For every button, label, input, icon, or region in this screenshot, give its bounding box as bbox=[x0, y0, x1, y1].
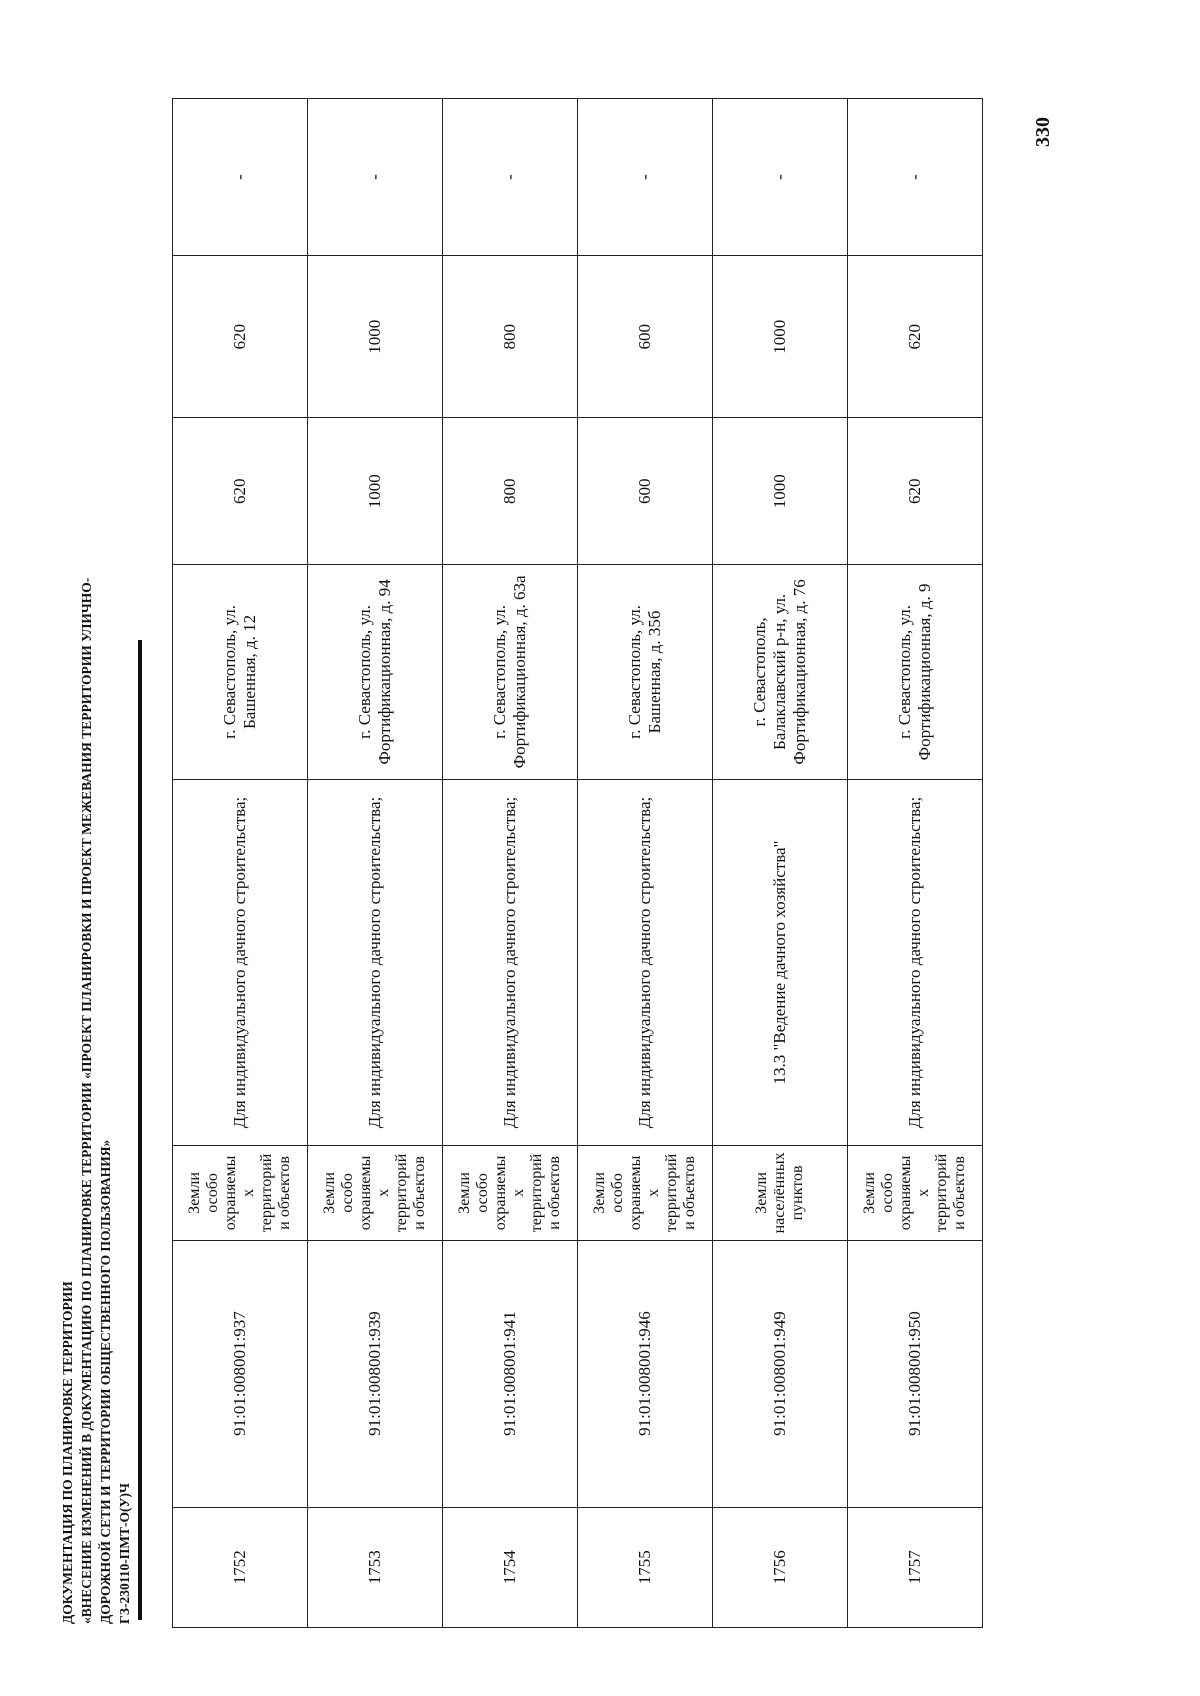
land-plots-table-wrapper bbox=[172, 98, 980, 1628]
land-category-line: х bbox=[915, 1188, 932, 1197]
land-category-line: х bbox=[240, 1188, 257, 1197]
area-cell: 620 bbox=[173, 418, 308, 565]
address-cell: г. Севастополь, ул. Фортификационная, д. 9 bbox=[848, 565, 983, 780]
land-category-line: и объектов bbox=[276, 1156, 293, 1230]
header-line: ДОРОЖНОЙ СЕТИ И ТЕРРИТОРИИ ОБЩЕСТВЕННОГО ПОЛЬЗОВАНИЯ» bbox=[98, 1139, 113, 1624]
land-category-cell bbox=[443, 1146, 578, 1240]
permitted-use-cell: 13.3 "Ведение дачного хозяйства" bbox=[713, 779, 848, 1146]
land-category-line: Земли bbox=[186, 1172, 203, 1214]
row-number-cell: 1756 bbox=[713, 1507, 848, 1627]
row-number-cell: 1754 bbox=[443, 1507, 578, 1627]
header-line: ГЗ-230110-ПМТ-О(У)Ч bbox=[117, 1483, 132, 1624]
land-category-cell bbox=[848, 1146, 983, 1240]
extra-cell: - bbox=[443, 99, 578, 256]
land-plots-table bbox=[172, 98, 983, 1628]
land-category-line: территорий bbox=[933, 1153, 950, 1233]
extra-cell: - bbox=[713, 99, 848, 256]
land-category-cell bbox=[308, 1146, 443, 1240]
table-row bbox=[848, 99, 983, 1628]
land-category-line: особо bbox=[609, 1173, 626, 1213]
cadastral-number-cell: 91:01:008001:939 bbox=[308, 1240, 443, 1507]
permitted-use-cell: Для индивидуального дачного строительства; bbox=[443, 779, 578, 1146]
land-category-line: охраняемы bbox=[627, 1155, 644, 1231]
address-cell: г. Севастополь, ул. Башенная, д. 35б bbox=[578, 565, 713, 780]
table-row bbox=[443, 99, 578, 1628]
land-category-line: и объектов bbox=[951, 1156, 968, 1230]
extra-cell: - bbox=[308, 99, 443, 256]
table-row bbox=[713, 99, 848, 1628]
land-category-cell bbox=[578, 1146, 713, 1240]
land-category-cell bbox=[713, 1146, 848, 1240]
land-category-line: территорий bbox=[528, 1153, 545, 1233]
land-category-line: и объектов bbox=[546, 1156, 563, 1230]
area-cell: 600 bbox=[578, 256, 713, 418]
address-cell: г. Севастополь, ул. Фортификационная, д. 94 bbox=[308, 565, 443, 780]
permitted-use-cell: Для индивидуального дачного строительства; bbox=[173, 779, 308, 1146]
area-cell: 800 bbox=[443, 418, 578, 565]
land-category-line: Земли bbox=[753, 1172, 770, 1214]
land-category-line: Земли bbox=[591, 1172, 608, 1214]
extra-cell: - bbox=[173, 99, 308, 256]
document-header bbox=[58, 324, 134, 1624]
extra-cell: - bbox=[848, 99, 983, 256]
cadastral-number-cell: 91:01:008001:950 bbox=[848, 1240, 983, 1507]
land-category-line: х bbox=[510, 1188, 527, 1197]
table-row bbox=[173, 99, 308, 1628]
land-category-line: охраняемы bbox=[222, 1155, 239, 1231]
land-category-line: населённых bbox=[771, 1152, 788, 1234]
land-category-line: и объектов bbox=[411, 1156, 428, 1230]
address-cell: г. Севастополь, ул. Башенная, д. 12 bbox=[173, 565, 308, 780]
land-category-line: пунктов bbox=[789, 1165, 806, 1221]
land-category-line: охраняемы bbox=[492, 1155, 509, 1231]
row-number-cell: 1757 bbox=[848, 1507, 983, 1627]
header-line: «ВНЕСЕНИЕ ИЗМЕНЕНИЙ В ДОКУМЕНТАЦИЮ ПО ПЛАНИРОВКЕ ТЕРРИТОРИИ «ПРОЕКТ ПЛАНИРОВКИ И ПРОЕКТ МЕЖЕВАНИЯ ТЕРРИТОРИИ УЛИЧНО- bbox=[79, 577, 94, 1624]
cadastral-number-cell: 91:01:008001:946 bbox=[578, 1240, 713, 1507]
page-number: 330 bbox=[1032, 117, 1054, 147]
row-number-cell: 1753 bbox=[308, 1507, 443, 1627]
cadastral-number-cell: 91:01:008001:937 bbox=[173, 1240, 308, 1507]
area-cell: 1000 bbox=[713, 256, 848, 418]
land-category-line: Земли bbox=[456, 1172, 473, 1214]
land-category-cell bbox=[173, 1146, 308, 1240]
land-category-line: территорий bbox=[393, 1153, 410, 1233]
area-cell: 620 bbox=[173, 256, 308, 418]
land-category-line: охраняемы bbox=[897, 1155, 914, 1231]
table-row bbox=[578, 99, 713, 1628]
land-category-line: Земли bbox=[321, 1172, 338, 1214]
row-number-cell: 1755 bbox=[578, 1507, 713, 1627]
land-category-line: особо bbox=[204, 1173, 221, 1213]
land-category-line: охраняемы bbox=[357, 1155, 374, 1231]
area-cell: 620 bbox=[848, 418, 983, 565]
cadastral-number-cell: 91:01:008001:941 bbox=[443, 1240, 578, 1507]
area-cell: 1000 bbox=[713, 418, 848, 565]
land-category-line: территорий bbox=[258, 1153, 275, 1233]
land-category-line: особо bbox=[339, 1173, 356, 1213]
land-category-line: и объектов bbox=[681, 1156, 698, 1230]
area-cell: 800 bbox=[443, 256, 578, 418]
permitted-use-cell: Для индивидуального дачного строительства; bbox=[308, 779, 443, 1146]
permitted-use-cell: Для индивидуального дачного строительства; bbox=[848, 779, 983, 1146]
header-line: ДОКУМЕНТАЦИЯ ПО ПЛАНИРОВКЕ ТЕРРИТОРИИ bbox=[60, 1281, 75, 1624]
address-cell: г. Севастополь, Балаклавский р-н, ул. Фортификационная, д. 76 bbox=[713, 565, 848, 780]
land-category-line: территорий bbox=[663, 1153, 680, 1233]
land-category-line: особо bbox=[879, 1173, 896, 1213]
area-cell: 1000 bbox=[308, 418, 443, 565]
table-row bbox=[308, 99, 443, 1628]
cadastral-number-cell: 91:01:008001:949 bbox=[713, 1240, 848, 1507]
row-number-cell: 1752 bbox=[173, 1507, 308, 1627]
header-divider bbox=[138, 640, 142, 1620]
land-category-line: х bbox=[645, 1188, 662, 1197]
land-category-line: х bbox=[375, 1188, 392, 1197]
land-category-line: особо bbox=[474, 1173, 491, 1213]
extra-cell: - bbox=[578, 99, 713, 256]
permitted-use-cell: Для индивидуального дачного строительства; bbox=[578, 779, 713, 1146]
area-cell: 620 bbox=[848, 256, 983, 418]
area-cell: 600 bbox=[578, 418, 713, 565]
land-category-line: Земли bbox=[861, 1172, 878, 1214]
table-body bbox=[173, 99, 983, 1628]
address-cell: г. Севастополь, ул. Фортификационная, д. 63а bbox=[443, 565, 578, 780]
area-cell: 1000 bbox=[308, 256, 443, 418]
